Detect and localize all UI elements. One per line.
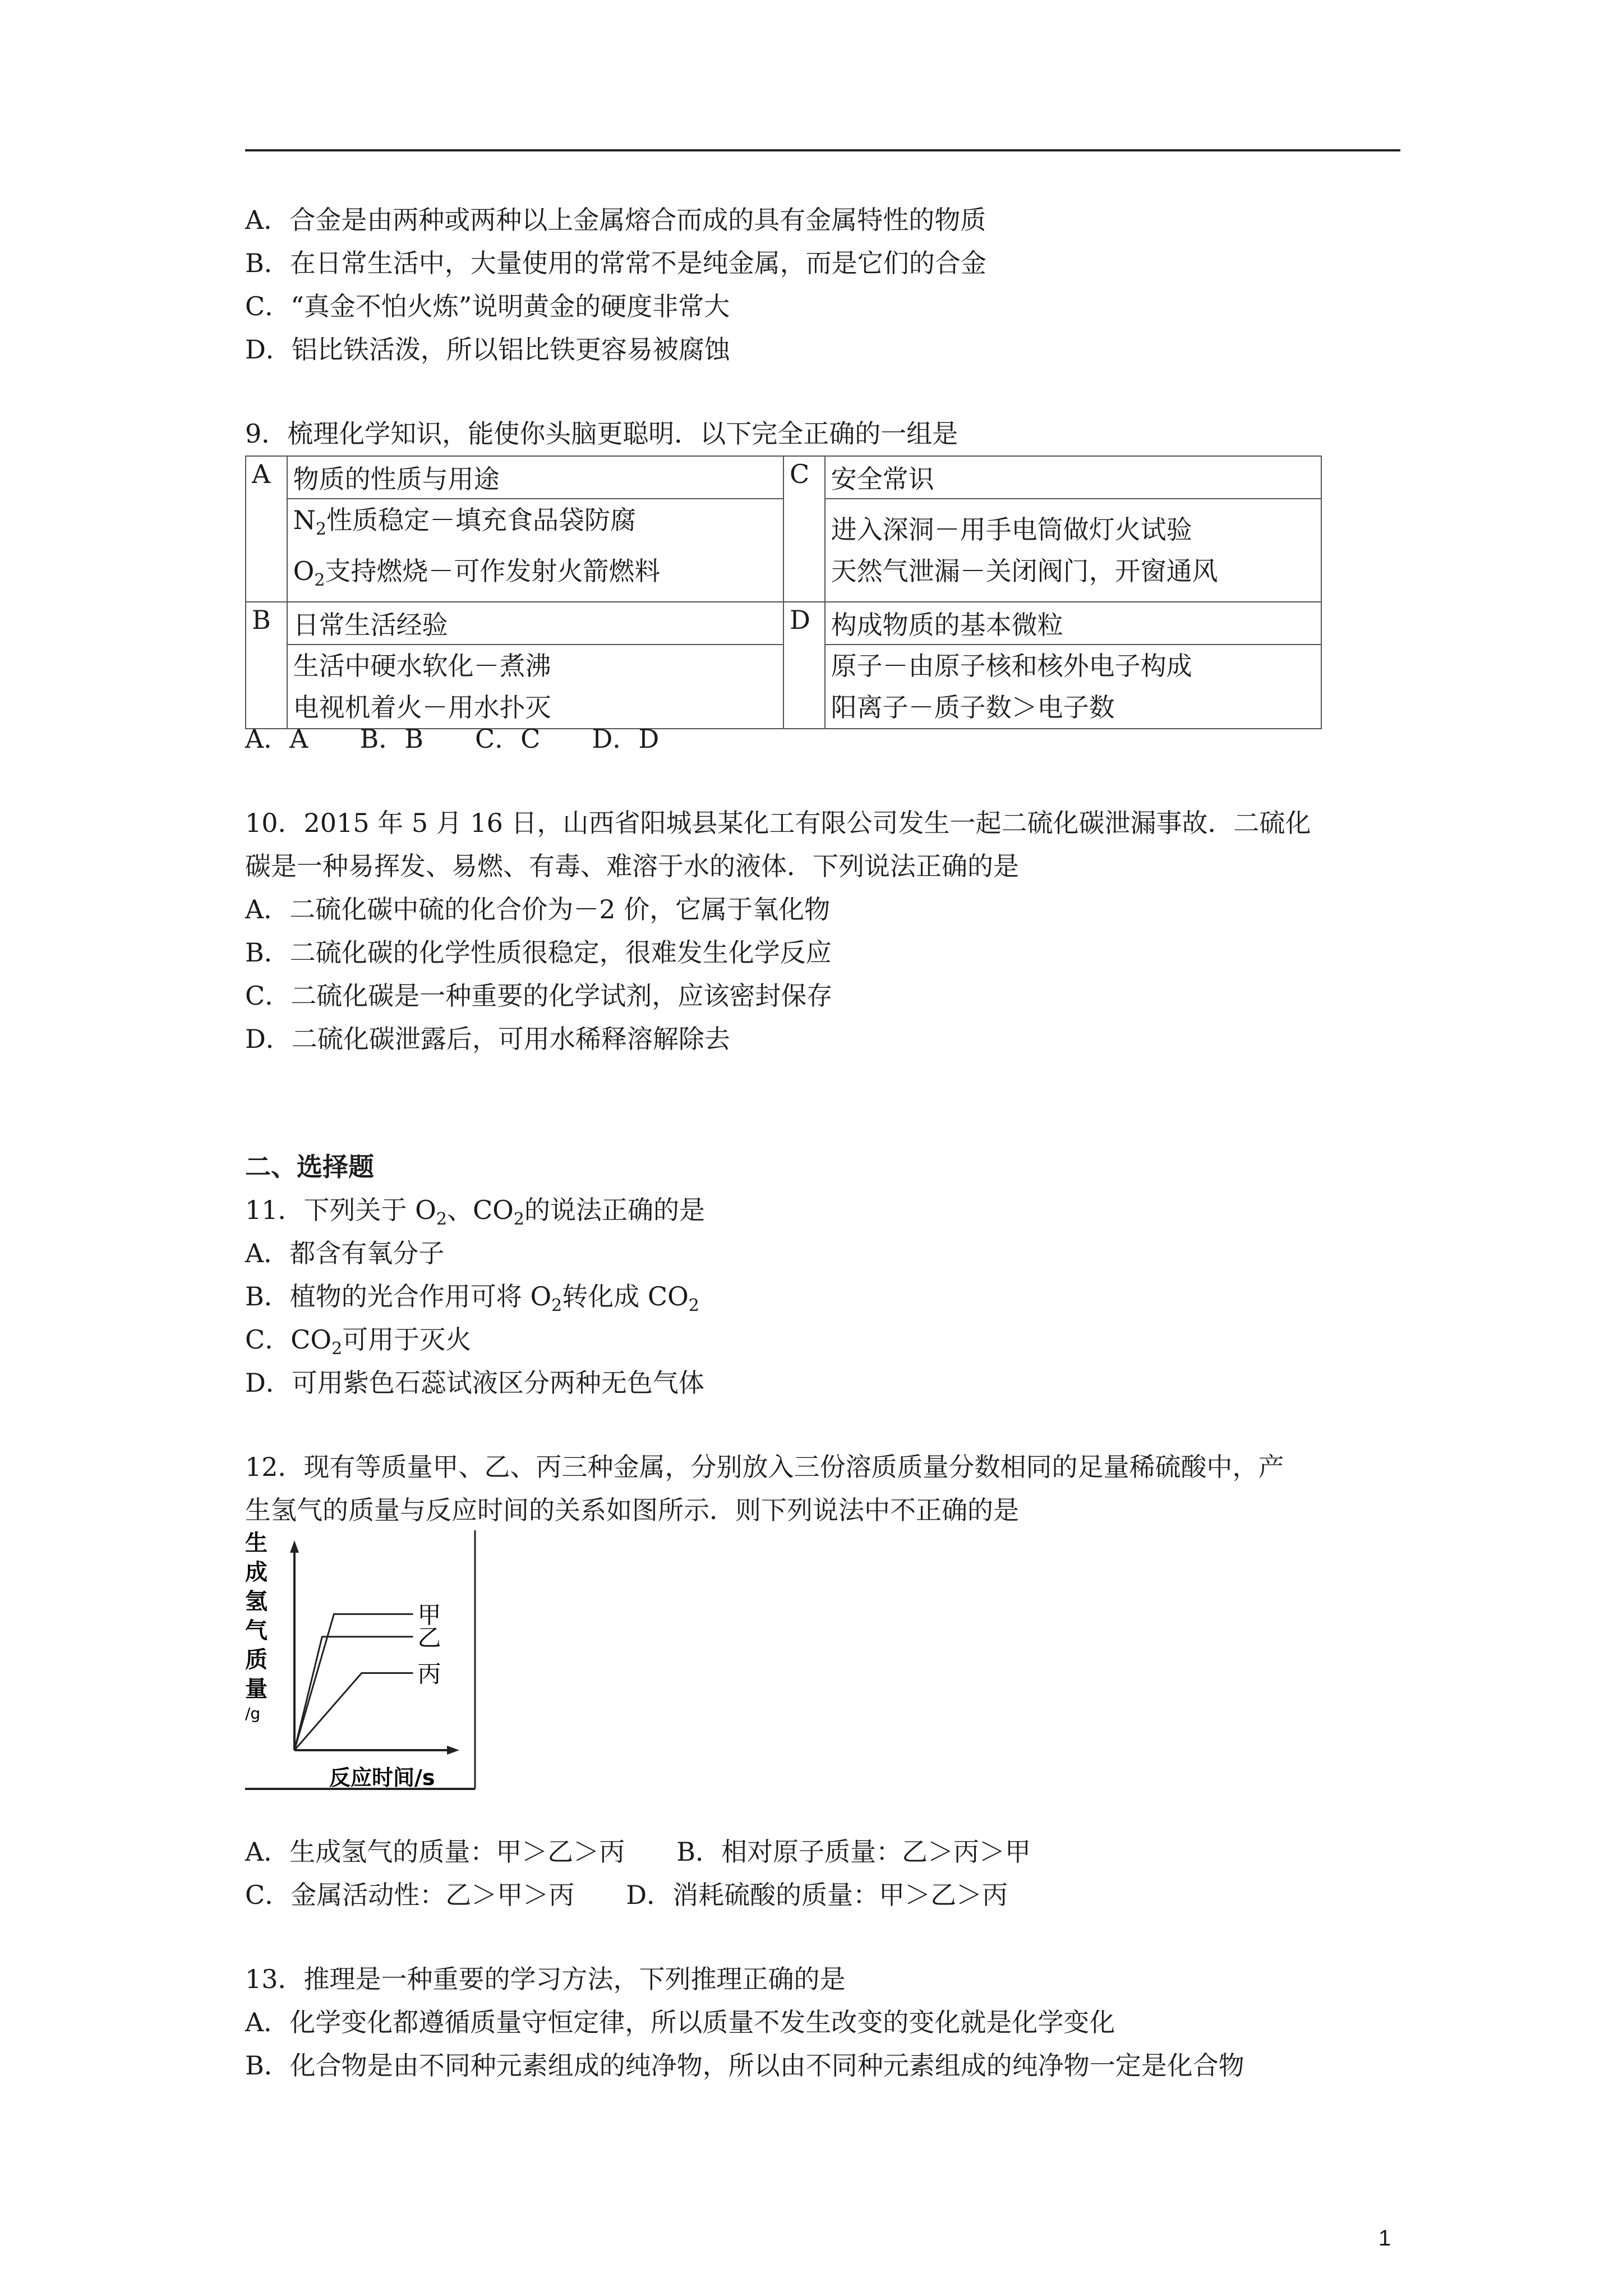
q10-stem-2: 碳是一种易挥发、易燃、有毒、难溶于水的液体．下列说法正确的是 (245, 851, 1019, 881)
y-label-char-4: 气 (245, 1618, 268, 1644)
q10-option-c: C．二硫化碳是一种重要的化学试剂，应该密封保存 (245, 981, 833, 1011)
x-axis-arrow (447, 1746, 459, 1755)
q9-stem: 9．梳理化学知识，能使你头脑更聪明．以下完全正确的一组是 (245, 418, 958, 449)
q8-option-a: A．合金是由两种或两种以上金属熔合而成的具有金属特性的物质 (245, 205, 986, 235)
q9-options: A．A B．B C．C D．D (245, 724, 660, 754)
q13-stem: 13．推理是一种重要的学习方法，下列推理正确的是 (245, 1964, 846, 1994)
q9-a-item2: $O_2$支持燃烧－可作发射火箭燃料 (293, 556, 661, 591)
y-label-char-1: 生 (245, 1530, 268, 1556)
q12-options-cd: C．金属活动性：乙＞甲＞丙 D．消耗硫酸的质量：甲＞乙＞丙 (245, 1880, 1008, 1910)
q11-stem: 11．下列关于 $O_2$、$CO_2$的说法正确的是 (245, 1195, 705, 1230)
q12-stem-1: 12．现有等质量甲、乙、丙三种金属，分别放入三份溶质质量分数相同的足量稀硫酸中，产 (245, 1452, 1284, 1482)
q9-a-title: 物质的性质与用途 (287, 456, 783, 499)
series-label-3: 丙 (417, 1660, 441, 1688)
y-label-char-3: 氢 (245, 1589, 268, 1614)
header-rule (245, 149, 1400, 151)
q9-table (245, 455, 1322, 729)
series-line-2 (294, 1637, 413, 1750)
q13-option-a: A．化学变化都遵循质量守恒定律，所以质量不发生改变的变化就是化学变化 (245, 2007, 1115, 2037)
q9-b-item1: 生活中硬水软化－煮沸 (293, 651, 551, 682)
q9-a-item1: $N_2$性质稳定－填充食品袋防腐 (293, 505, 636, 540)
page-number: 1 (1378, 2226, 1391, 2251)
section-heading: 二、选择题 (245, 1152, 374, 1182)
q11-option-a: A．都含有氧分子 (245, 1238, 445, 1268)
q9-d-title: 构成物质的基本微粒 (825, 602, 1321, 645)
q9-d-items (825, 645, 1321, 729)
q9-b-item2: 电视机着火－用水扑灭 (293, 692, 551, 723)
q9-c-items (825, 499, 1321, 602)
q11-option-d: D．可用紫色石蕊试液区分两种无色气体 (245, 1368, 704, 1398)
q10-stem-1: 10．2015 年 5 月 16 日，山西省阳城县某化工有限公司发生一起二硫化碳泄漏事故．二硫化 (245, 808, 1311, 838)
q12-options-ab: A．生成氢气的质量：甲＞乙＞丙 B．相对原子质量：乙＞丙＞甲 (245, 1837, 1031, 1867)
q9-c-title: 安全常识 (825, 456, 1321, 499)
series-label-1: 甲 (417, 1601, 441, 1629)
q8-option-c: C．“真金不怕火炼”说明黄金的硬度非常大 (245, 291, 730, 321)
q10-option-a: A．二硫化碳中硫的化合价为－2 价，它属于氧化物 (245, 894, 831, 924)
y-label-unit: /g (245, 1704, 261, 1723)
q10-option-d: D．二硫化碳泄露后，可用水稀释溶解除去 (245, 1024, 730, 1054)
q11-option-c: C．$CO_2$可用于灭火 (245, 1324, 472, 1359)
hydrogen-chart (245, 1530, 486, 1801)
q12-stem-2: 生氢气的质量与反应时间的关系如图所示．则下列说法中不正确的是 (245, 1495, 1019, 1525)
y-axis-arrow (290, 1540, 299, 1553)
y-label-char-6: 量 (245, 1676, 268, 1702)
series-label-2: 乙 (417, 1623, 441, 1651)
q9-b-items (287, 645, 783, 729)
q9-d-item1: 原子－由原子核和核外电子构成 (831, 651, 1192, 682)
chart-series-group (294, 1601, 441, 1750)
q8-option-d: D．铝比铁活泼，所以铝比铁更容易被腐蚀 (245, 334, 730, 365)
q9-c-item1: 进入深洞－用手电筒做灯火试验 (831, 514, 1192, 545)
q9-c-item2: 天然气泄漏－关闭阀门，开窗通风 (831, 556, 1218, 587)
y-label-char-5: 质 (245, 1647, 268, 1673)
y-label-char-2: 成 (245, 1559, 268, 1585)
q13-option-b: B．化合物是由不同种元素组成的纯净物，所以由不同种元素组成的纯净物一定是化合物 (245, 2050, 1244, 2081)
q9-b-title: 日常生活经验 (287, 602, 783, 645)
x-axis-label: 反应时间/s (329, 1765, 435, 1790)
q8-option-b: B．在日常生活中，大量使用的常常不是纯金属，而是它们的合金 (245, 248, 986, 278)
q9-label-a: A (246, 456, 287, 602)
q9-label-c: C (783, 456, 825, 602)
series-line-3 (294, 1673, 413, 1750)
q11-option-b: B．植物的光合作用可将 $O_2$转化成 $CO_2$ (245, 1281, 699, 1316)
q10-option-b: B．二硫化碳的化学性质很稳定，很难发生化学反应 (245, 937, 832, 968)
q9-label-d: D (783, 602, 825, 729)
q9-a-items (287, 499, 783, 602)
q9-label-b: B (246, 602, 287, 729)
q9-d-item2: 阳离子－质子数＞电子数 (831, 692, 1115, 723)
